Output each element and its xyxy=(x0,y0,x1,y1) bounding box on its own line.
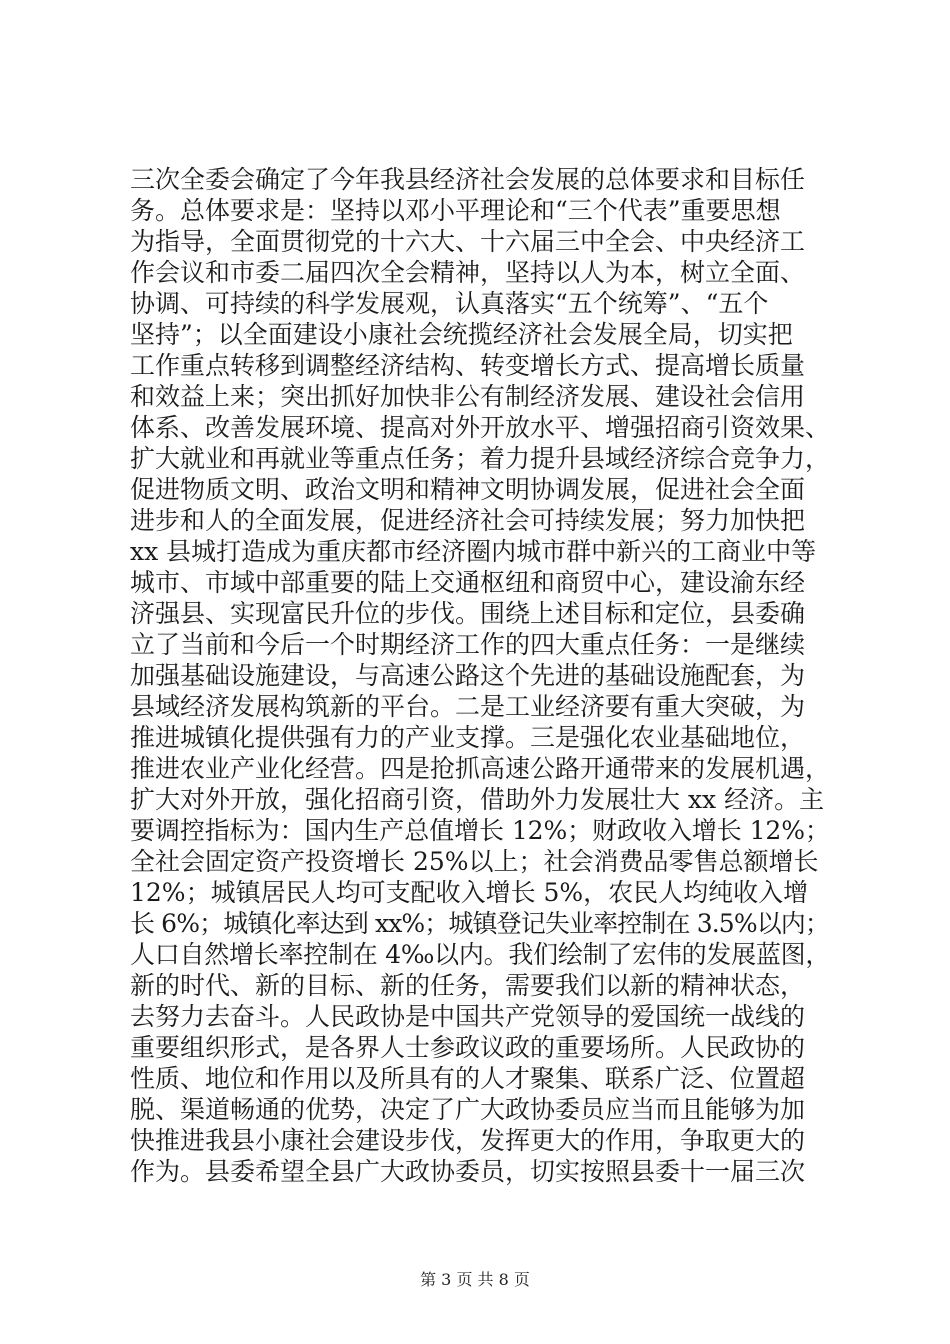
text-line: 济强县、实现富民升位的步伐。围绕上述目标和定位，县委确 xyxy=(130,599,806,628)
text-line: 促进物质文明、政治文明和精神文明协调发展，促进社会全面 xyxy=(130,475,806,504)
text-line: 作为。县委希望全县广大政协委员，切实按照县委十一届三次 xyxy=(130,1157,806,1186)
text-line: 推进农业产业化经营。四是抢抓高速公路开通带来的发展机遇， xyxy=(130,754,830,783)
text-line: 推进城镇化提供强有力的产业支撑。三是强化农业基础地位， xyxy=(130,723,806,752)
text-line: 务。总体要求是：坚持以邓小平理论和“三个代表”重要思想 xyxy=(130,196,781,225)
text-line: 坚持”；以全面建设小康社会统揽经济社会发展全局，切实把 xyxy=(130,320,793,349)
text-line: 性质、地位和作用以及所具有的人才聚集、联系广泛、位置超 xyxy=(130,1064,806,1093)
text-line: 协调、可持续的科学发展观，认真落实“五个统筹”、“五个 xyxy=(130,289,769,318)
text-line: 加强基础设施建设，与高速公路这个先进的基础设施配套，为 xyxy=(130,661,806,690)
body-text xyxy=(130,164,830,1187)
text-line: 脱、渠道畅通的优势，决定了广大政协委员应当而且能够为加 xyxy=(130,1095,806,1124)
text-line: 人口自然增长率控制在 4‰以内。我们绘制了宏伟的发展蓝图， xyxy=(130,940,830,969)
text-line: 工作重点转移到调整经济结构、转变增长方式、提高增长质量 xyxy=(130,351,806,380)
text-line: 快推进我县小康社会建设步伐，发挥更大的作用，争取更大的 xyxy=(130,1126,806,1155)
text-line: xx 县城打造成为重庆都市经济圈内城市群中新兴的工商业中等 xyxy=(130,537,817,566)
text-line: 重要组织形式，是各界人士参政议政的重要场所。人民政协的 xyxy=(130,1033,806,1062)
text-line: 县域经济发展构筑新的平台。二是工业经济要有重大突破，为 xyxy=(130,692,806,721)
text-line: 要调控指标为：国内生产总值增长 12%；财政收入增长 12%； xyxy=(130,816,830,845)
text-line: 扩大对外开放，强化招商引资，借助外力发展壮大 xx 经济。主 xyxy=(130,785,825,814)
text-line: 扩大就业和再就业等重点任务；着力提升县域经济综合竞争力， xyxy=(130,444,830,473)
text-line: 三次全委会确定了今年我县经济社会发展的总体要求和目标任 xyxy=(130,165,806,194)
text-line: 为指导，全面贯彻党的十六大、十六届三中全会、中央经济工 xyxy=(130,227,806,256)
text-line: 12%；城镇居民人均可支配收入增长 5%，农民人均纯收入增 xyxy=(130,878,809,907)
text-line: 城市、市域中部重要的陆上交通枢纽和商贸中心，建设渝东经 xyxy=(130,568,806,597)
text-line: 进步和人的全面发展，促进经济社会可持续发展；努力加快把 xyxy=(130,506,806,535)
page-footer: 第 3 页 共 8 页 xyxy=(420,1270,530,1289)
text-line: 作会议和市委二届四次全会精神，坚持以人为本，树立全面、 xyxy=(130,258,806,287)
text-line: 全社会固定资产投资增长 25%以上；社会消费品零售总额增长 xyxy=(130,847,819,876)
text-line: 立了当前和今后一个时期经济工作的四大重点任务：一是继续 xyxy=(130,630,806,659)
text-line: 去努力去奋斗。人民政协是中国共产党领导的爱国统一战线的 xyxy=(130,1002,806,1031)
text-line: 体系、改善发展环境、提高对外开放水平、增强招商引资效果、 xyxy=(130,413,830,442)
text-line: 和效益上来；突出抓好加快非公有制经济发展、建设社会信用 xyxy=(130,382,806,411)
text-line: 长 6%；城镇化率达到 xx%；城镇登记失业率控制在 3.5%以内； xyxy=(130,909,830,938)
text-line: 新的时代、新的目标、新的任务，需要我们以新的精神状态， xyxy=(130,971,806,1000)
